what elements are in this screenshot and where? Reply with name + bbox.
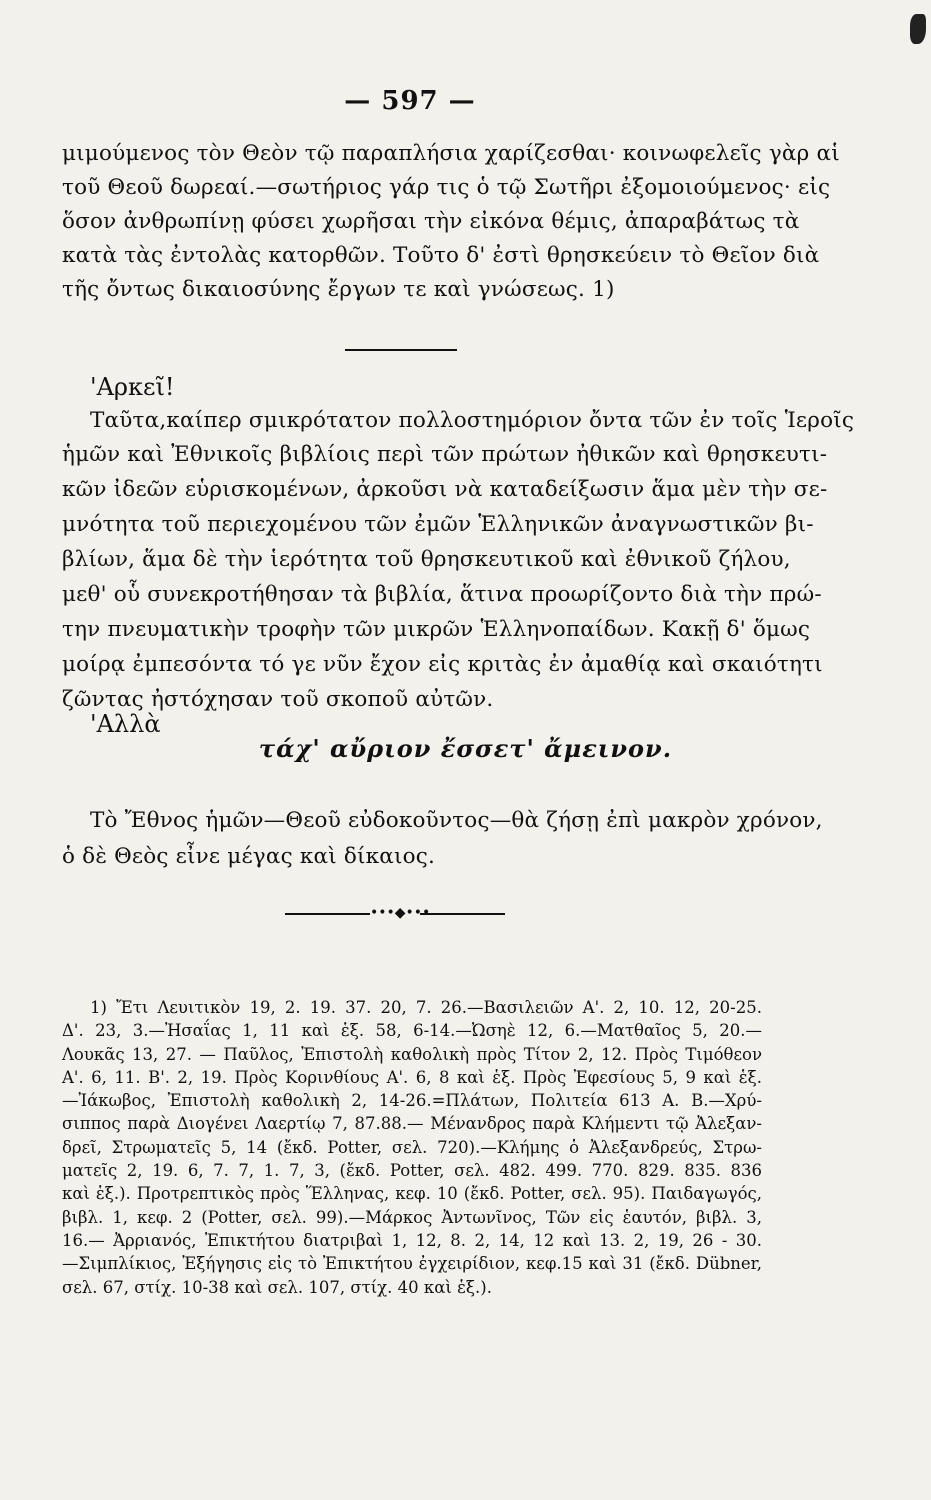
text-line: κατὰ τὰς ἐντολὰς κατορθῶν. Τοῦτο δ' ἐστὶ θρησκεύειν τὸ Θεῖον διὰ	[62, 243, 820, 268]
section-divider	[345, 349, 457, 351]
ornament: •••◆•••	[370, 905, 431, 921]
text-line: ὅσον ἀνθρωπίνῃ φύσει χωρῆσαι τὴν εἰκόνα θέμις, ἀπαραβάτως τὰ	[62, 209, 800, 234]
text-line: βλίων, ἅμα δὲ τὴν ἱερότητα τοῦ θρησκευτικοῦ καὶ ἐθνικοῦ ζήλου,	[62, 547, 791, 572]
text-line: τῆς ὄντως δικαιοσύνης ἔργων τε καὶ γνώσεως. 1)	[62, 277, 615, 302]
heading-text: 'Αρκεῖ!	[90, 373, 175, 401]
text-line: ζῶντας ἠστόχησαν τοῦ σκοποῦ αὐτῶν.	[62, 687, 494, 712]
footnote-line: 16.— Ἀρριανός, Ἐπικτήτου διατριβαὶ 1, 12, 8. 2, 14, 12 καὶ 13. 2, 19, 26 - 30.	[62, 1230, 762, 1250]
footnote-line: ματεῖς 2, 19. 6, 7. 7, 1. 7, 3, (ἔκδ. Potter, σελ. 482. 499. 770. 829. 835. 836	[62, 1161, 762, 1181]
footnote-line: —Σιμπλίκιος, Ἐξήγησις εἰς τὸ Ἐπικτήτου ἐγχειρίδιον, κεφ.15 καὶ 31 (ἔκδ. Dübner,	[62, 1254, 762, 1274]
footnote-line: Δ'. 23, 3.—Ἠσαΐας 1, 11 καὶ ἑξ. 58, 6-14.—Ὠσηὲ 12, 6.—Ματθαῖος 5, 20.—	[62, 1021, 762, 1041]
footnote-line: 1) Ἔτι Λευιτικὸν 19, 2. 19. 37. 20, 7. 26.—Βασιλειῶν Α'. 2, 10. 12, 20-25.	[90, 998, 762, 1017]
footnote-line: βιβλ. 1, κεφ. 2 (Potter, σελ. 99).—Μάρκος Ἀντωνῖνος, Τῶν εἰς ἑαυτόν, βιβλ. 3,	[62, 1207, 762, 1227]
text-line: ἡμῶν καὶ Ἐθνικοῖς βιβλίοις περὶ τῶν πρώτων ἠθικῶν καὶ θρησκευτι-	[62, 442, 828, 467]
footnote-line: καὶ ἑξ.). Προτρεπτικὸς πρὸς Ἕλληνας, κεφ. 10 (ἔκδ. Potter, σελ. 95). Παιδαγωγός,	[62, 1184, 762, 1204]
footnotes	[62, 996, 762, 1299]
heading-text: 'Αλλὰ	[90, 710, 161, 738]
footnote-line: Α'. 6, 11. Β'. 2, 19. Πρὸς Κορινθίους Α'. 6, 8 καὶ ἑξ. Πρὸς Ἐφεσίους 5, 9 καὶ ἑξ.	[62, 1067, 762, 1087]
footnote-line: δρεῖ, Στρωματεῖς 5, 14 (ἔκδ. Potter, σελ. 720).—Κλήμης ὁ Ἀλεξανδρεύς, Στρω-	[62, 1137, 762, 1157]
ink-blot	[910, 14, 926, 44]
footnote-line: σιππος παρὰ Διογένει Λαερτίῳ 7, 87.88.— Μένανδρος παρὰ Κλήμεντι τῷ Ἀλεξαν-	[62, 1114, 762, 1134]
footnote-line: Λουκᾶς 13, 27. — Παῦλος, Ἐπιστολὴ καθολικὴ πρὸς Τίτον 2, 12. Πρὸς Τιμόθεον	[62, 1044, 762, 1064]
text-line: μεθ' οὗ συνεκροτήθησαν τὰ βιβλία, ἅτινα προωρίζοντο διὰ τὴν πρώ-	[62, 582, 822, 607]
footnote-line: σελ. 67, στίχ. 10-38 καὶ σελ. 107, στίχ. 40 καὶ ἑξ.).	[62, 1277, 492, 1297]
text-line: τοῦ Θεοῦ δωρεαί.—σωτήριος γάρ τις ὁ τῷ Σωτῆρι ἐξομοιούμενος· εἰς	[62, 175, 831, 200]
text-line: Τὸ Ἔθνος ἡμῶν—Θεοῦ εὐδοκοῦντος—θὰ ζήσῃ ἐπὶ μακρὸν χρόνον,	[90, 808, 823, 833]
text-line: μνότητα τοῦ περιεχομένου τῶν ἐμῶν Ἑλληνικῶν ἀναγνωστικῶν βι-	[62, 512, 814, 537]
text-line: μιμούμενος τὸν Θεὸν τῷ παραπλήσια χαρίζεσθαι· κοινωφελεῖς γὰρ αἱ	[62, 141, 840, 166]
top-paragraph	[62, 137, 840, 307]
motto: τάχ' αὔριον ἔσσετ' ἄμεινον.	[258, 734, 673, 763]
page-number: — 597 —	[344, 86, 476, 116]
footnote-line: —Ἰάκωβος, Ἐπιστολὴ καθολικὴ 2, 14-26.=Πλάτων, Πολιτεία 613 Α. Β.—Χρύ-	[62, 1091, 762, 1111]
main-paragraph	[62, 404, 855, 718]
arkei-heading	[90, 369, 785, 405]
text-line: μοίρᾳ ἐμπεσόντα τό γε νῦν ἔχον εἰς κριτὰς ἐν ἀμαθίᾳ καὶ σκαιότητι	[62, 652, 823, 677]
closing-paragraph	[62, 804, 823, 876]
text-line: κῶν ἰδεῶν εὑρισκομένων, ἀρκοῦσι νὰ καταδείξωσιν ἅμα μὲν τὴν σε-	[62, 477, 828, 502]
text-line: την πνευματικὴν τροφὴν τῶν μικρῶν Ἑλληνοπαίδων. Κακῇ δ' ὅμως	[62, 617, 811, 642]
text-line: ὁ δὲ Θεὸς εἶνε μέγας καὶ δίκαιος.	[62, 844, 436, 869]
text-line: Ταῦτα,καίπερ σμικρότατον πολλοστημόριον ὄντα τῶν ἐν τοῖς Ἱεροῖς	[90, 408, 855, 433]
